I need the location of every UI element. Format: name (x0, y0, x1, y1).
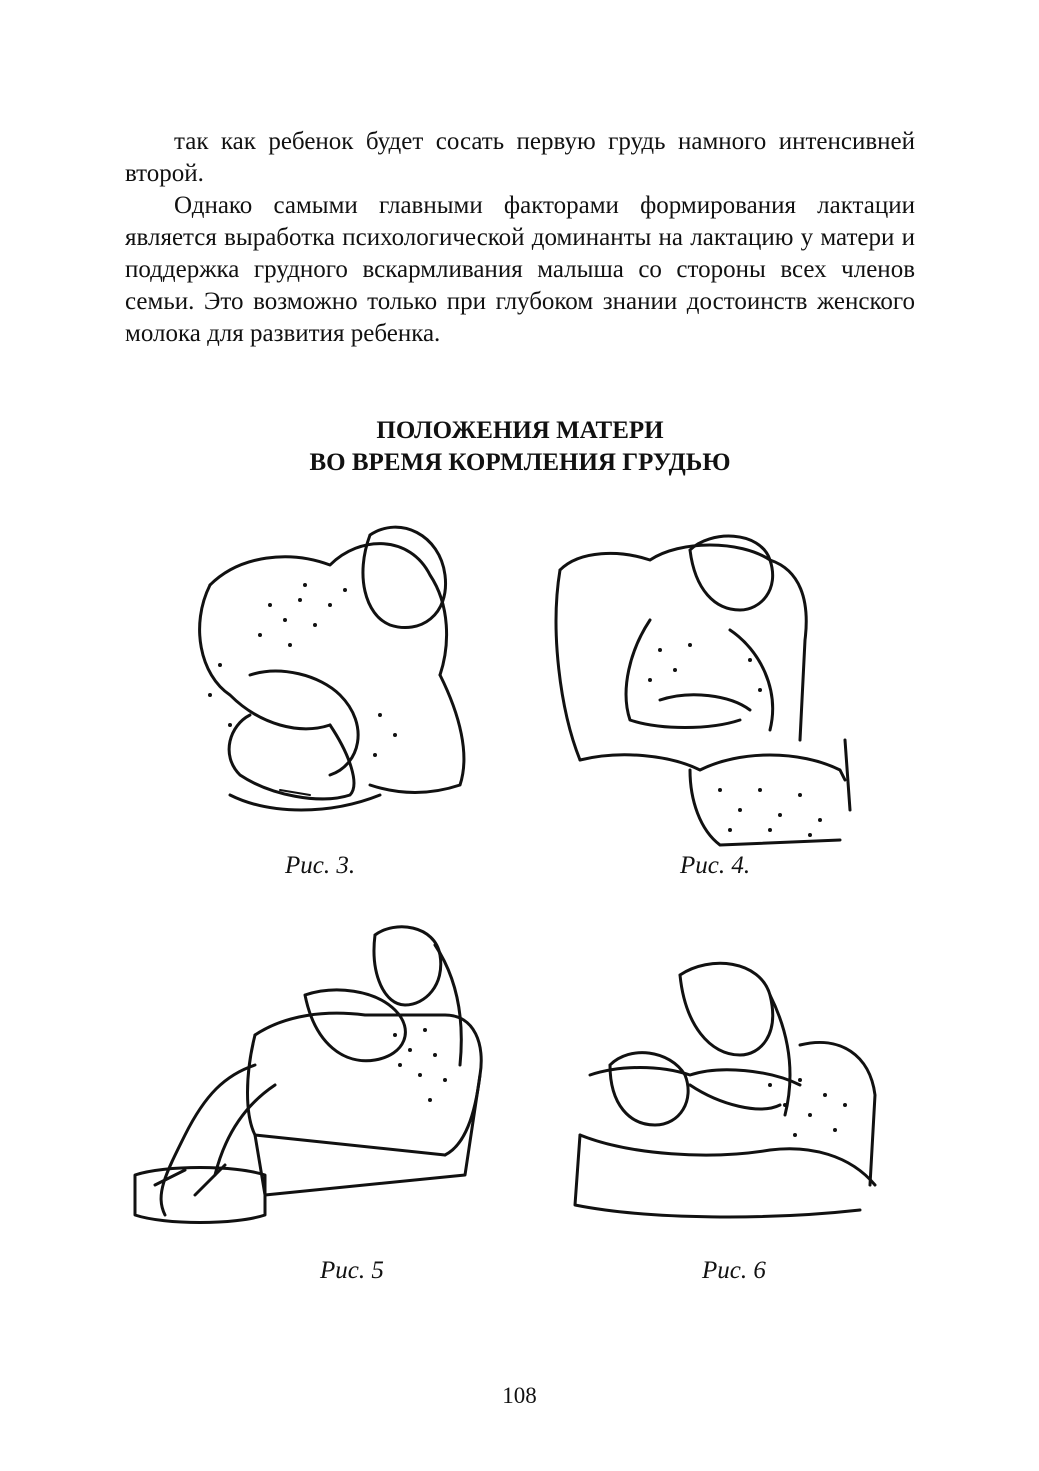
figure-5-illustration (125, 915, 525, 1245)
figure-3-illustration (150, 495, 490, 845)
figure-4-caption: Рис. 4. (680, 852, 751, 879)
figure-6-illustration (570, 955, 900, 1245)
paragraph-continued: так как ребенок будет сосать первую грудь намного интенсивней второй. (125, 128, 915, 187)
figure-6-caption: Рис. 6 (702, 1257, 766, 1284)
body-text (125, 126, 915, 350)
figure-5-caption: Рис. 5 (320, 1257, 384, 1284)
figure-3-caption: Рис. 3. (285, 852, 356, 879)
figure-4-illustration (540, 510, 870, 850)
section-title (125, 415, 915, 479)
paragraph: Однако самыми главными факторами формирования лактации является выработка психологической доминанты на лактацию у матери и поддержка грудного вскармливания малыша со стороны всех членов семьи. Это возможно только при глубоком знании достоинств женского молока для развития ребенка. (125, 192, 915, 347)
section-title-line-1: ПОЛОЖЕНИЯ МАТЕРИ (376, 417, 664, 444)
page-number: 108 (502, 1383, 537, 1408)
section-title-line-2: ВО ВРЕМЯ КОРМЛЕНИЯ ГРУДЬЮ (309, 449, 731, 476)
